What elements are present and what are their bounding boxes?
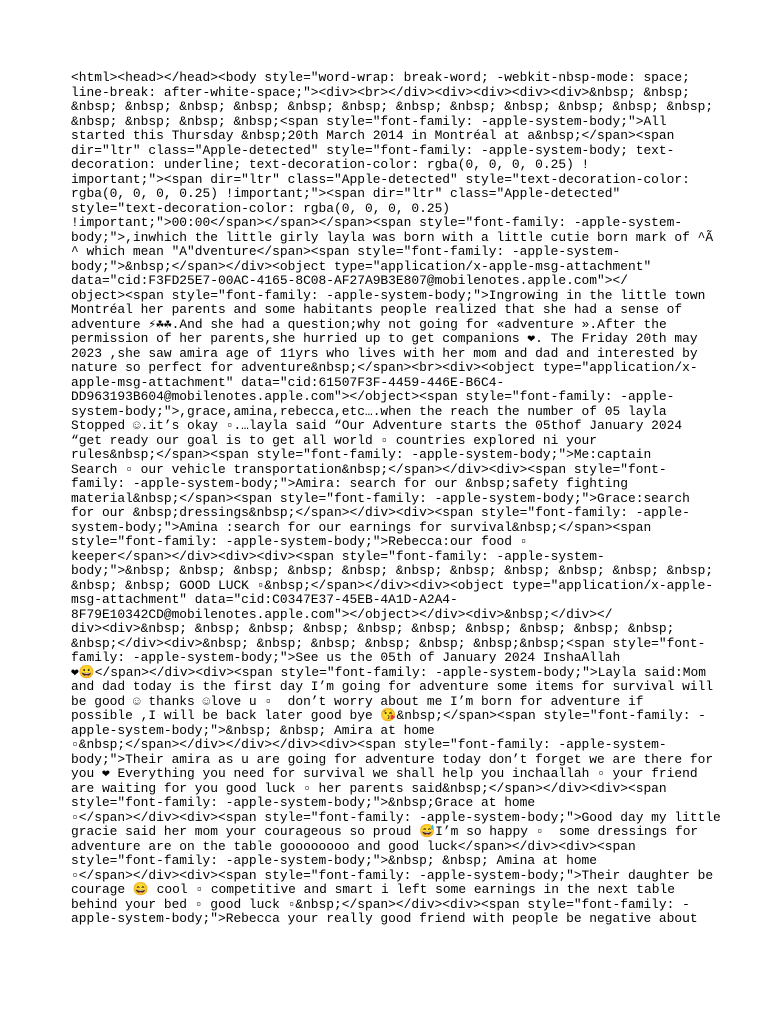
source-line: Montréal her parents and some habitants people realized that she had a sense of	[71, 302, 683, 317]
source-line: family: -apple-system-body;">Amira: search for our &nbsp;safety fighting	[71, 476, 628, 491]
source-line: &nbsp; &nbsp; GOOD LUCK ▫&nbsp;</span></div><div><object type="application/x-apple-	[71, 577, 714, 593]
source-line: family: -apple-system-body;">See us the 05th of January 2024 InshaAllah	[71, 650, 621, 665]
source-line: object><span style="font-family: -apple-system-body;">Ingrowing in the little town	[71, 287, 706, 303]
source-line: <html><head></head><body style="word-wrap: break-word; -webkit-nbsp-mode: space;	[71, 70, 690, 85]
source-line: “get ready our goal is to get all world ▫ countries explored ni your	[71, 432, 598, 448]
source-line: gracie said her mom your courageous so proud 😅I’m so happy ▫ some dressings for	[71, 824, 699, 839]
source-line: ❤😀</span></div><div><span style="font-family: -apple-system-body;">Layla said:Mom	[71, 664, 706, 680]
source-line: div><div>&nbsp; &nbsp; &nbsp; &nbsp; &nbsp; &nbsp; &nbsp; &nbsp; &nbsp; &nbsp;	[71, 621, 675, 636]
source-line: decoration: underline; text-decoration-color: rgba(0, 0, 0, 0.25) !	[71, 157, 590, 172]
source-line: Stopped ☺.it’s okay ▫.…layla said “Our Adventure starts the 05thof January 2024	[71, 418, 683, 433]
source-line: &nbsp; &nbsp; &nbsp; &nbsp; &nbsp; &nbsp; &nbsp; &nbsp; &nbsp; &nbsp; &nbsp; &nbsp;	[71, 99, 714, 114]
source-line	[71, 941, 711, 956]
source-line: Search ▫ our vehicle transportation&nbsp;</span></div><div><span style="font-	[71, 461, 667, 477]
source-line: keeper</span></div><div><div><span style="font-family: -apple-system-	[71, 548, 605, 564]
source-line: dir="ltr" class="Apple-detected" style="font-family: -apple-system-body; text-	[71, 142, 675, 158]
source-line: permission of her parents,she hurried up to get companions ❤. The Friday 20th may	[71, 331, 698, 346]
source-line: 8F79E10342CD@mobilenotes.apple.com"></object></div><div>&nbsp;</div></	[71, 606, 613, 622]
source-line: apple-system-body;">&nbsp; &nbsp; Amira at home	[71, 722, 435, 738]
source-line: apple-system-body;">Rebecca your really good friend with people be negative about	[71, 911, 698, 926]
source-line	[71, 956, 711, 971]
source-line: style="font-family: -apple-system-body;">Rebecca:our food ▫	[71, 534, 528, 549]
source-line: &nbsp; &nbsp; &nbsp; &nbsp;<span style="font-family: -apple-system-body;">All	[71, 113, 667, 129]
source-line: system-body;">Amina :search for our earnings for survival&nbsp;</span><span	[71, 519, 652, 535]
source-line: behind your bed ▫ good luck ▫&nbsp;</span></div><div><span style="font-family: -	[71, 896, 690, 912]
source-line: important;"><span dir="ltr" class="Apple-detected" style="text-decoration-color:	[71, 171, 690, 187]
source-line: ▫</span></div><div><span style="font-family: -apple-system-body;">Their daughter be	[71, 867, 714, 883]
source-line: line-break: after-white-space;"><div><br></div><div><div><div><div>&nbsp; &nbsp;	[71, 84, 690, 100]
source-line: adventure are on the table goooooooo and good luck</span></div><div><span	[71, 838, 636, 854]
source-line: rules&nbsp;</span><span style="font-family: -apple-system-body;">Me:captain	[71, 447, 652, 462]
source-line: system-body;">,grace,amina,rebecca,etc….when the reach the number of 05 layla	[71, 403, 667, 419]
source-line: style="text-decoration-color: rgba(0, 0, 0, 0.25)	[71, 200, 451, 216]
source-line: started this Thursday &nbsp;20th March 2014 in Montréal at a&nbsp;</span><span	[71, 128, 675, 143]
source-line: apple-msg-attachment" data="cid:61507F3F-4459-446E-B6C4-	[71, 374, 505, 390]
source-line: body;">&nbsp;</span></div><object type="application/x-apple-msg-attachment"	[71, 258, 652, 274]
source-line: nature so perfect for adventure&nbsp;</span><br><div><object type="application/x-	[71, 360, 698, 375]
source-line: be good ☺ thanks ☺love u ▫ don’t worry about me I’m born for adventure if	[71, 693, 644, 709]
source-line: courage 😄 cool ▫ competitive and smart i left some earnings in the next table	[71, 882, 675, 897]
source-line: body;">Their amira as u are going for adventure today don’t forget we are there for	[71, 751, 714, 767]
source-line: DD963193B604@mobilenotes.apple.com"></object><span style="font-family: -apple-	[71, 389, 675, 404]
source-line: rgba(0, 0, 0, 0.25) !important;"><span dir="ltr" class="Apple-detected"	[71, 186, 621, 201]
source-line: ^ which mean "A"dventure</span><span style="font-family: -apple-system-	[71, 244, 621, 259]
source-line: and dad today is the first day I’m going for adventure some items for survival will	[71, 679, 714, 694]
source-line: ▫&nbsp;</span></div></div></div><div><span style="font-family: -apple-system-	[71, 737, 667, 752]
source-line: style="font-family: -apple-system-body;">&nbsp;Grace at home	[71, 795, 536, 810]
source-line: are waiting for you good luck ▫ her parents said&nbsp;</span></div><div><span	[71, 780, 667, 796]
source-line: !important;">00:00</span></span></span><span style="font-family: -apple-system-	[71, 215, 683, 230]
source-line: &nbsp;</div><div>&nbsp; &nbsp; &nbsp; &nbsp; &nbsp; &nbsp;&nbsp;<span style="font-	[71, 635, 706, 651]
source-line: msg-attachment" data="cid:C0347E37-45EB-4A1D-A2A4-	[71, 592, 458, 607]
source-line: body;">&nbsp; &nbsp; &nbsp; &nbsp; &nbsp; &nbsp; &nbsp; &nbsp; &nbsp; &nbsp; &nbsp;	[71, 563, 714, 578]
source-line: material&nbsp;</span><span style="font-family: -apple-system-body;">Grace:search	[71, 490, 690, 506]
source-line: 2023 ,she saw amira age of 11yrs who lives with her mom and dad and interested by	[71, 345, 698, 361]
source-line: ▫</span></div><div><span style="font-family: -apple-system-body;">Good day my little	[71, 809, 721, 825]
source-line: possible ,I will be back later good bye 😘&nbsp;</span><span style="font-family: -	[71, 708, 706, 723]
source-line: data="cid:F3FD25E7-00AC-4165-8C08-AF27A9B3E807@mobilenotes.apple.com"></	[71, 273, 628, 288]
source-line: adventure ⚡☘☘.And she had a question;why not going for «adventure ».After the	[71, 316, 667, 332]
html-source-text	[71, 70, 721, 970]
source-line: body;">,inwhich the little girly layla was born with a little cutie born mark of ^Ã	[71, 229, 714, 245]
source-line: style="font-family: -apple-system-body;">&nbsp; &nbsp; Amina at home	[71, 853, 598, 868]
source-line: you ❤ Everything you need for survival we shall help you inchaallah ▫ your friend	[71, 766, 698, 781]
source-line	[71, 927, 711, 942]
source-line: for our &nbsp;dressings&nbsp;</span></div><div><span style="font-family: -apple-	[71, 505, 690, 520]
